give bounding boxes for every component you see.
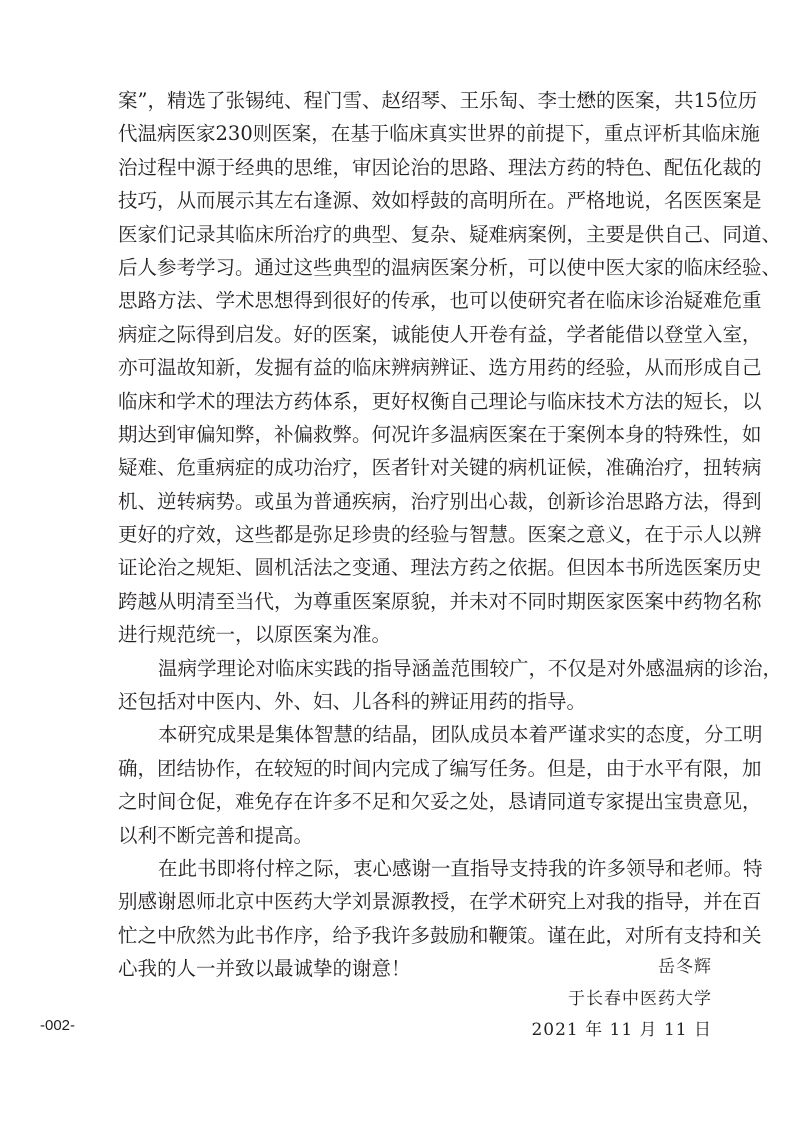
page-number: -002-: [40, 1017, 76, 1034]
text-line: 忙之中欣然为此书作序，给予我许多鼓励和鞭策。谨在此，对所有支持和关: [118, 923, 762, 947]
signature-author: 岳冬辉: [658, 957, 712, 977]
text-line: 临床和学术的理法方药体系，更好权衡自己理论与临床技术方法的短长，以: [118, 389, 762, 413]
text-line: 证论治之规矩、圆机活法之变通、理法方药之依据。但因本书所选医案历史: [118, 556, 762, 580]
text-line: 病症之际得到启发。好的医案，诚能使人开卷有益，学者能借以登堂入室，: [118, 322, 762, 346]
text-line: 更好的疗效，这些都是弥足珍贵的经验与智慧。医案之意义，在于示人以辨: [118, 523, 762, 547]
text-line: 温病学理论对临床实践的指导涵盖范围较广，不仅是对外感温病的诊治，: [158, 656, 783, 680]
paragraph: [118, 852, 763, 986]
text-line: 疑难、危重病症的成功治疗，医者针对关键的病机证候，准确治疗，扭转病: [118, 456, 762, 480]
paragraph: [118, 84, 782, 652]
text-line: 跨越从明清至当代，为尊重医案原貌，并未对不同时期医家医案中药物名称: [118, 589, 762, 613]
text-line: 案”，精选了张锡纯、程门雪、赵绍琴、王乐匋、李士懋的医案，共15位历: [118, 89, 758, 112]
preface-body: [118, 84, 783, 986]
text-line: 心我的人一并致以最诚挚的谢意！: [118, 957, 411, 981]
text-line: 确，团结协作，在较短的时间内完成了编写任务。但是，由于水平有限，加: [118, 756, 762, 780]
paragraph: [118, 652, 783, 719]
text-line: 还包括对中医内、外、妇、儿各科的辨证用药的指导。: [118, 690, 587, 714]
text-line: 思路方法、学术思想得到很好的传承，也可以使研究者在临床诊治疑难危重: [118, 289, 762, 313]
text-line: 医家们记录其临床所治疗的典型、复杂、疑难病案例，主要是供自己、同道、: [118, 222, 782, 246]
text-line: 亦可温故知新，发掘有益的临床辨病辨证、选方用药的经验，从而形成自己: [118, 356, 762, 380]
signature-date: 2021 年 11 月 11 日: [531, 1020, 712, 1040]
text-line: 别感谢恩师北京中医药大学刘景源教授，在学术研究上对我的指导，并在百: [118, 890, 762, 914]
text-line: 本研究成果是集体智慧的结晶，团队成员本着严谨求实的态度，分工明: [158, 723, 763, 747]
text-line: 进行规范统一，以原医案为准。: [118, 623, 392, 647]
signature-affiliation: 于长春中医药大学: [568, 989, 712, 1009]
text-line: 后人参考学习。通过这些典型的温病医案分析，可以使中医大家的临床经验、: [118, 255, 782, 279]
text-line: 代温病医家230则医案，在基于临床真实世界的前提下，重点评析其临床施: [118, 122, 760, 146]
text-line: 技巧，从而展示其左右逢源、效如桴鼓的高明所在。严格地说，名医医案是: [118, 189, 762, 213]
text-line: 之时间仓促，难免存在许多不足和欠妥之处，恳请同道专家提出宝贵意见，: [118, 790, 762, 814]
text-line: 在此书即将付梓之际，衷心感谢一直指导支持我的许多领导和老师。特: [158, 856, 763, 880]
text-line: 以利不断完善和提高。: [118, 823, 314, 847]
text-line: 治过程中源于经典的思维，审因论治的思路、理法方药的特色、配伍化裁的: [118, 155, 762, 179]
paragraph: [118, 718, 763, 852]
text-line: 机、逆转病势。或虽为普通疾病，治疗别出心裁，创新诊治思路方法，得到: [118, 489, 762, 513]
text-line: 期达到审偏知弊，补偏救弊。何况许多温病医案在于案例本身的特殊性，如: [118, 422, 762, 446]
